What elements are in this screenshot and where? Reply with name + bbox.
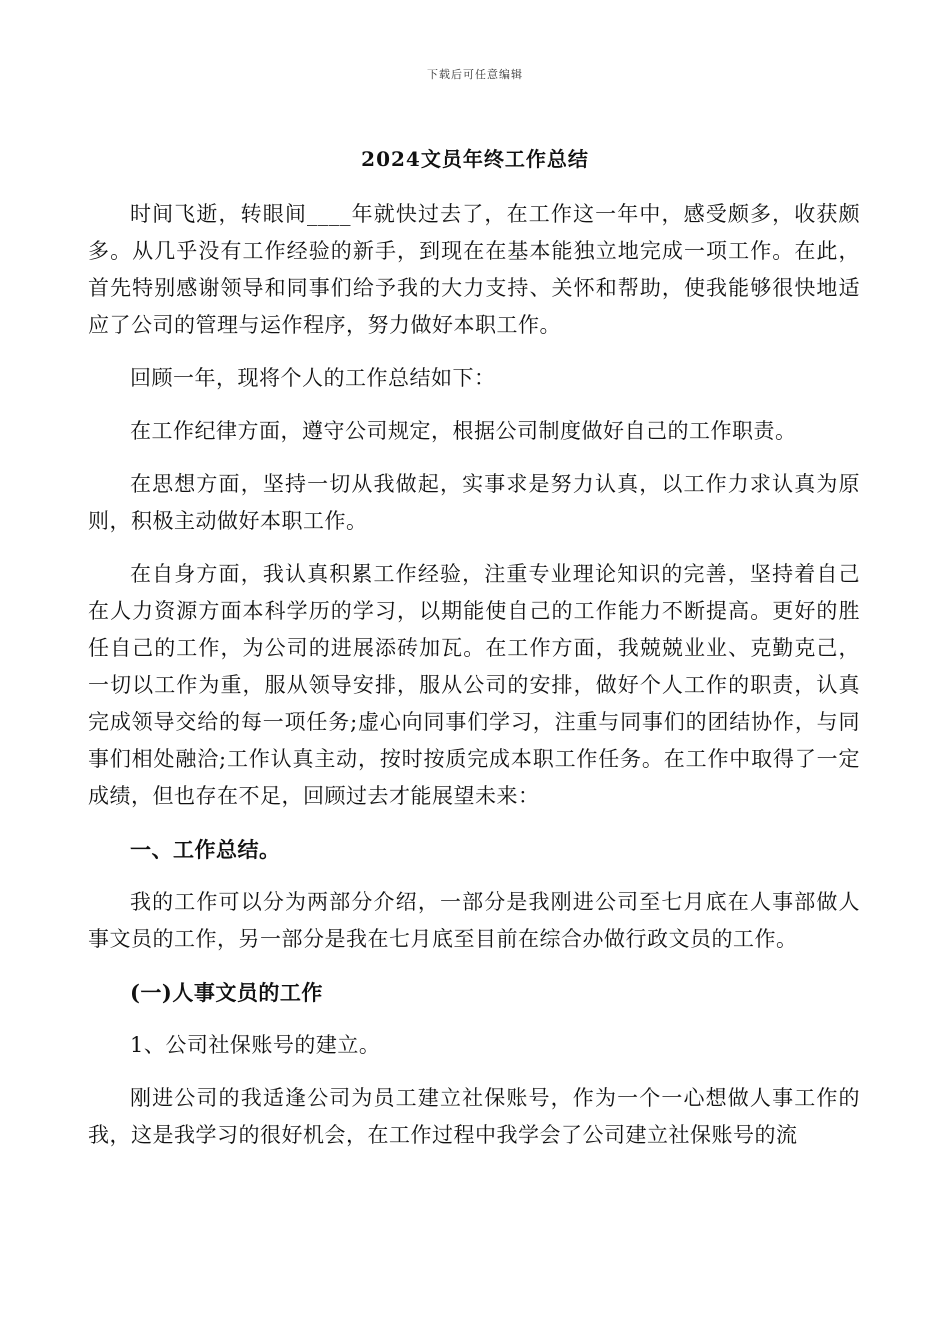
paragraph-intro: 时间飞逝，转眼间____年就快过去了，在工作这一年中，感受颇多，收获颇多。从几乎没有工作经验的新手，到现在在基本能独立地完成一项工作。在此，首先特别感谢领导和同事们给予我的大力支持、关怀和帮助，使我能够很快地适应了公司的管理与运作程序，努力做好本职工作。 (88, 202, 860, 337)
item-title-social-security: 1、公司社保账号的建立。 (130, 1033, 381, 1057)
paragraph-thought: 在思想方面，坚持一切从我做起，实事求是努力认真，以工作力求认真为原则，积极主动做好本职工作。 (88, 472, 860, 533)
section-heading-work-summary: 一、工作总结。 (130, 837, 281, 862)
document-title: 2024文员年终工作总结 (361, 147, 589, 171)
paragraph-review: 回顾一年，现将个人的工作总结如下： (130, 366, 496, 390)
paragraph-work-parts: 我的工作可以分为两部分介绍，一部分是我刚进公司至七月底在人事部做人事文员的工作，另一部分是我在七月底至目前在综合办做行政文员的工作。 (88, 890, 860, 951)
paragraph-self: 在自身方面，我认真积累工作经验，注重专业理论知识的完善，坚持着自己在人力资源方面本科学历的学习，以期能使自己的工作能力不断提高。更好的胜任自己的工作，为公司的进展添砖加瓦。在工作方面，我兢兢业业、克勤克己，一切以工作为重，服从领导安排，服从公司的安排，做好个人工作的职责，认真完成领导交给的每一项任务;虚心向同事们学习，注重与同事们的团结协作，与同事们相处融洽;工作认真主动，按时按质完成本职工作任务。在工作中取得了一定成绩，但也存在不足，回顾过去才能展望未来： (88, 562, 860, 808)
header-note: 下载后可任意编辑 (427, 68, 523, 81)
subsection-heading-hr-clerk: (一)人事文员的工作 (130, 980, 323, 1005)
paragraph-discipline: 在工作纪律方面，遵守公司规定，根据公司制度做好自己的工作职责。 (130, 419, 797, 443)
paragraph-social-security: 刚进公司的我适逢公司为员工建立社保账号，作为一个一心想做人事工作的我，这是我学习的很好机会，在工作过程中我学会了公司建立社保账号的流 (88, 1086, 860, 1147)
document-body (88, 196, 860, 1170)
